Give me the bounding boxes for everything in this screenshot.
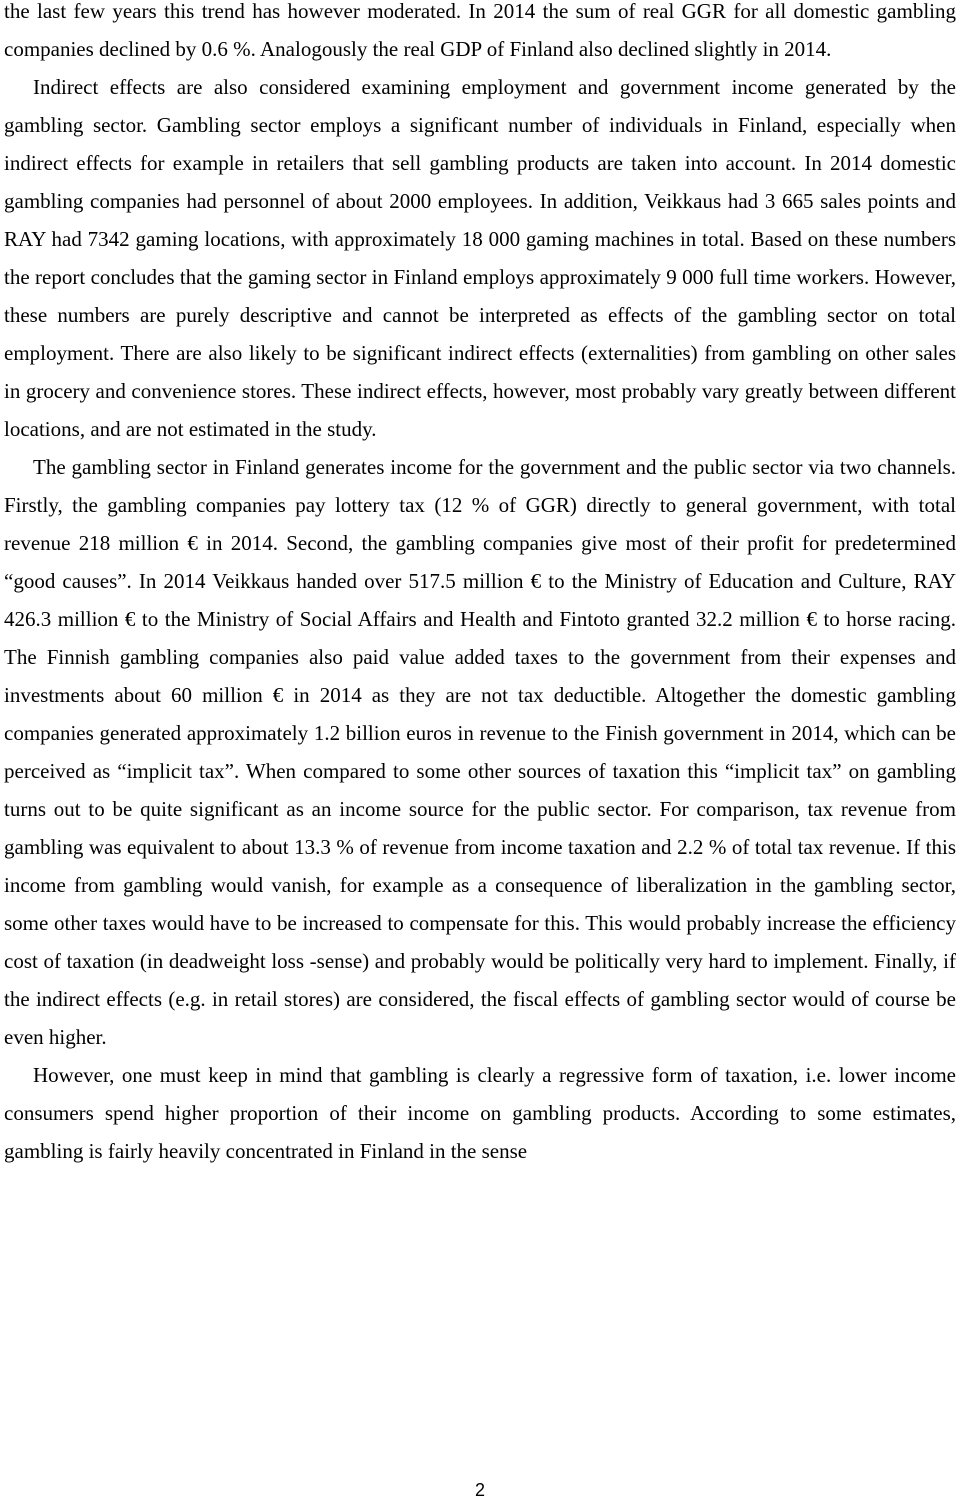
page-number: 2 <box>474 1480 485 1500</box>
paragraph-regressive-taxation: However, one must keep in mind that gambling is clearly a regressive form of taxation, i.e. lower income consumers spend higher proportion of their income on gambling products. According to some estimates, gambling is fairly heavily concentrated in Finland in the sense <box>4 1063 956 1163</box>
paragraph-employment-effects: Indirect effects are also considered examining employment and government income generated by the gambling sector. Gambling sector employs a significant number of individuals in Finland, especially when indirect effects for example in retailers that sell gambling products are taken into account. In 2014 domestic gambling companies had personnel of about 2000 employees. In addition, Veikkaus had 3 665 sales points and RAY had 7342 gaming locations, with approximately 18 000 gaming machines in total. Based on these numbers the report concludes that the gaming sector in Finland employs approximately 9 000 full time workers. However, these numbers are purely descriptive and cannot be interpreted as effects of the gambling sector on total employment. There are also likely to be significant indirect effects (externalities) from gambling on other sales in grocery and convenience stores. These indirect effects, however, most probably vary greatly between different locations, and are not estimated in the study. <box>4 75 956 441</box>
paragraph-government-income: The gambling sector in Finland generates income for the government and the public sector via two channels. Firstly, the gambling companies pay lottery tax (12 % of GGR) directly to general government, with total revenue 218 million € in 2014. Second, the gambling companies give most of their profit for predetermined “good causes”. In 2014 Veikkaus handed over 517.5 million € to the Ministry of Education and Culture, RAY 426.3 million € to the Ministry of Social Affairs and Health and Fintoto granted 32.2 million € to horse racing. The Finnish gambling companies also paid value added taxes to the government from their expenses and investments about 60 million € in 2014 as they are not tax deductible. Altogether the domestic gambling companies generated approximately 1.2 billion euros in revenue to the Finish government in 2014, which can be perceived as “implicit tax”. When compared to some other sources of taxation this “implicit tax” on gambling turns out to be quite significant as an income source for the public sector. For comparison, tax revenue from gambling was equivalent to about 13.3 % of revenue from income taxation and 2.2 % of total tax revenue. If this income from gambling would vanish, for example as a consequence of liberalization in the gambling sector, some other taxes would have to be increased to compensate for this. This would probably increase the efficiency cost of taxation (in deadweight loss -sense) and probably would be politically very hard to implement. Finally, if the indirect effects (e.g. in retail stores) are considered, the fiscal effects of gambling sector would of course be even higher. <box>4 455 956 1049</box>
paragraph-gdp-trend: the last few years this trend has however moderated. In 2014 the sum of real GGR for all domestic gambling companies declined by 0.6 %. Analogously the real GDP of Finland also declined slightly in 2014. <box>4 0 956 61</box>
document-page <box>4 0 956 1170</box>
